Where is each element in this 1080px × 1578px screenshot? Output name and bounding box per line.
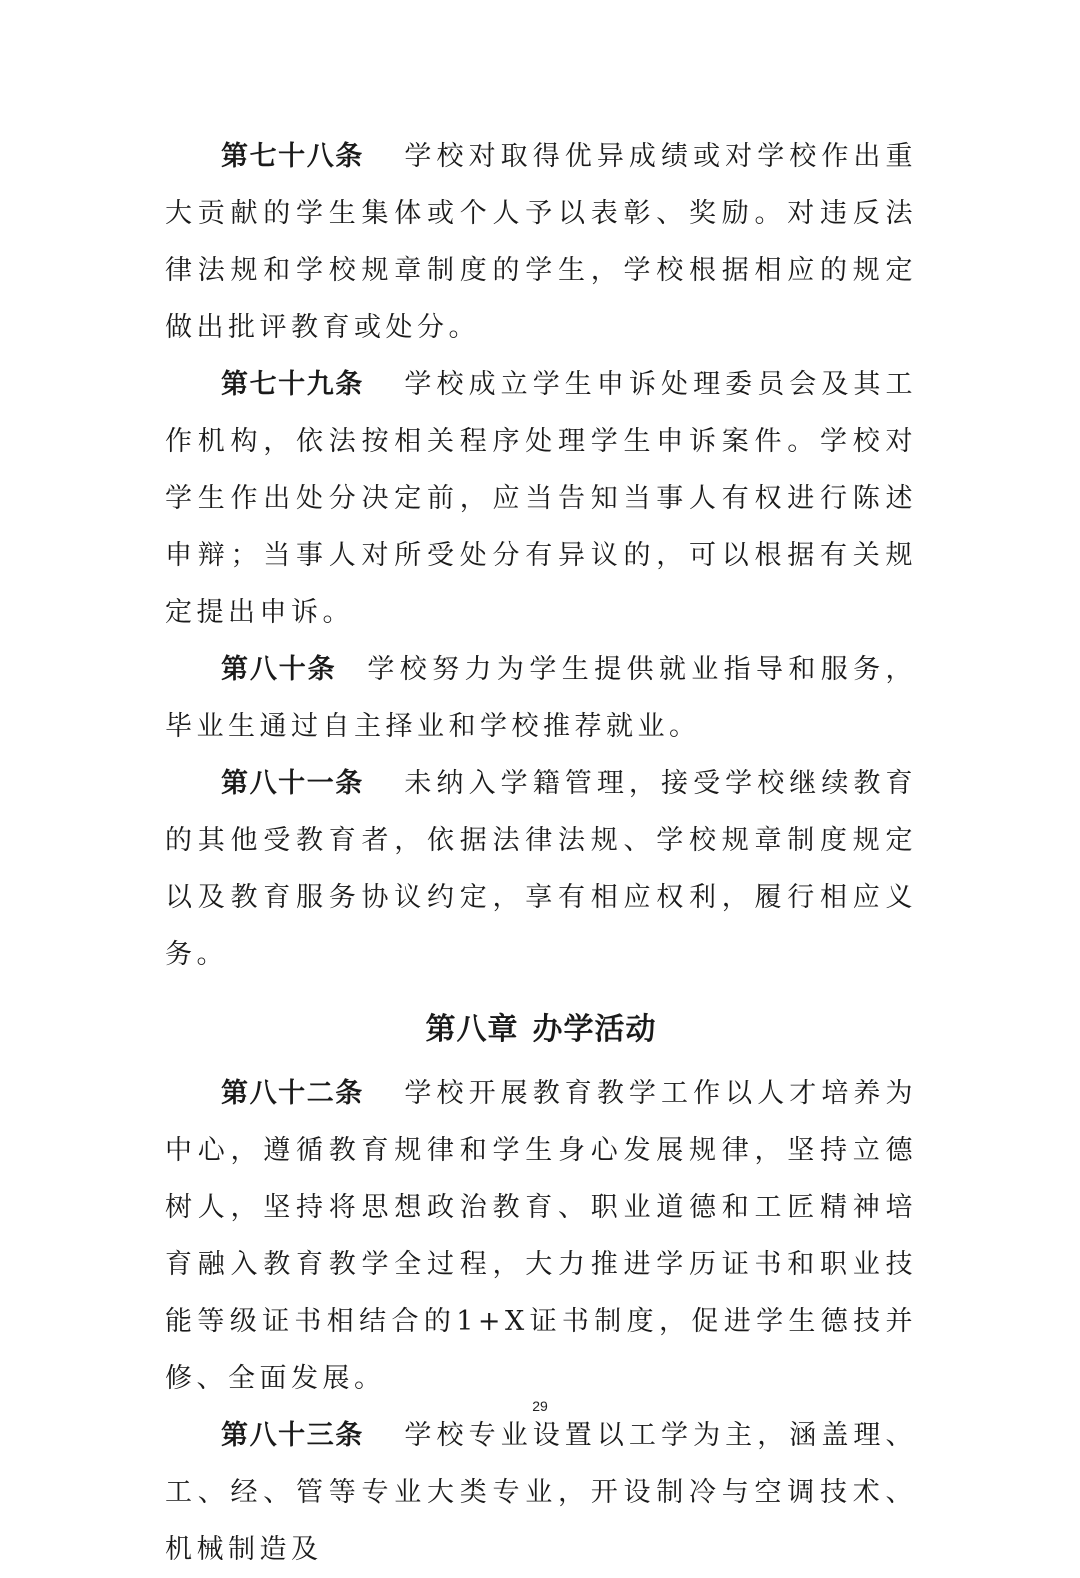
chapter-heading [165, 1005, 917, 1055]
page-content [165, 128, 917, 1578]
article-label: 第八十二条 [221, 1078, 364, 1109]
page-number: 29 [532, 1398, 548, 1414]
article-text: 学校对取得优异成绩或对学校作出重大贡献的学生集体或个人予以表彰、奖励。对违反法律法规和学校规章制度的学生，学校根据相应的规定做出批评教育或处分。 [165, 141, 918, 343]
article-text: 学校开展教育教学工作以人才培养为中心，遵循教育规律和学生身心发展规律，坚持立德树人，坚持将思想政治教育、职业道德和工匠精神培育融入教育教学全过程，大力推进学历证书和职业技能等级证书相结合的1+X证书制度，促进学生德技并修、全面发展。 [165, 1078, 918, 1394]
article-label: 第八十条 [221, 654, 337, 685]
chapter-number: 第八章 [425, 1012, 519, 1047]
article-text: 学校专业设置以工学为主，涵盖理、工、经、管等专业大类专业，开设制冷与空调技术、机械制造及 [165, 1420, 918, 1565]
article-text: 未纳入学籍管理，接受学校继续教育的其他受教育者，依据法律法规、学校规章制度规定以及教育服务协议约定，享有相应权利，履行相应义务。 [165, 768, 918, 970]
article-78 [165, 128, 917, 356]
article-79 [165, 356, 917, 641]
article-label: 第八十一条 [221, 768, 364, 799]
article-81 [165, 755, 917, 983]
article-label: 第七十八条 [221, 141, 364, 172]
article-text: 学校努力为学生提供就业指导和服务，毕业生通过自主择业和学校推荐就业。 [165, 654, 918, 742]
article-80 [165, 641, 917, 755]
article-82 [165, 1065, 917, 1407]
article-label: 第八十三条 [221, 1420, 364, 1451]
article-label: 第七十九条 [221, 369, 364, 400]
chapter-title: 办学活动 [532, 1012, 657, 1047]
article-83 [165, 1407, 917, 1578]
article-text: 学校成立学生申诉处理委员会及其工作机构，依法按相关程序处理学生申诉案件。学校对学生作出处分决定前，应当告知当事人有权进行陈述申辩；当事人对所受处分有异议的，可以根据有关规定提出申诉。 [165, 369, 918, 628]
